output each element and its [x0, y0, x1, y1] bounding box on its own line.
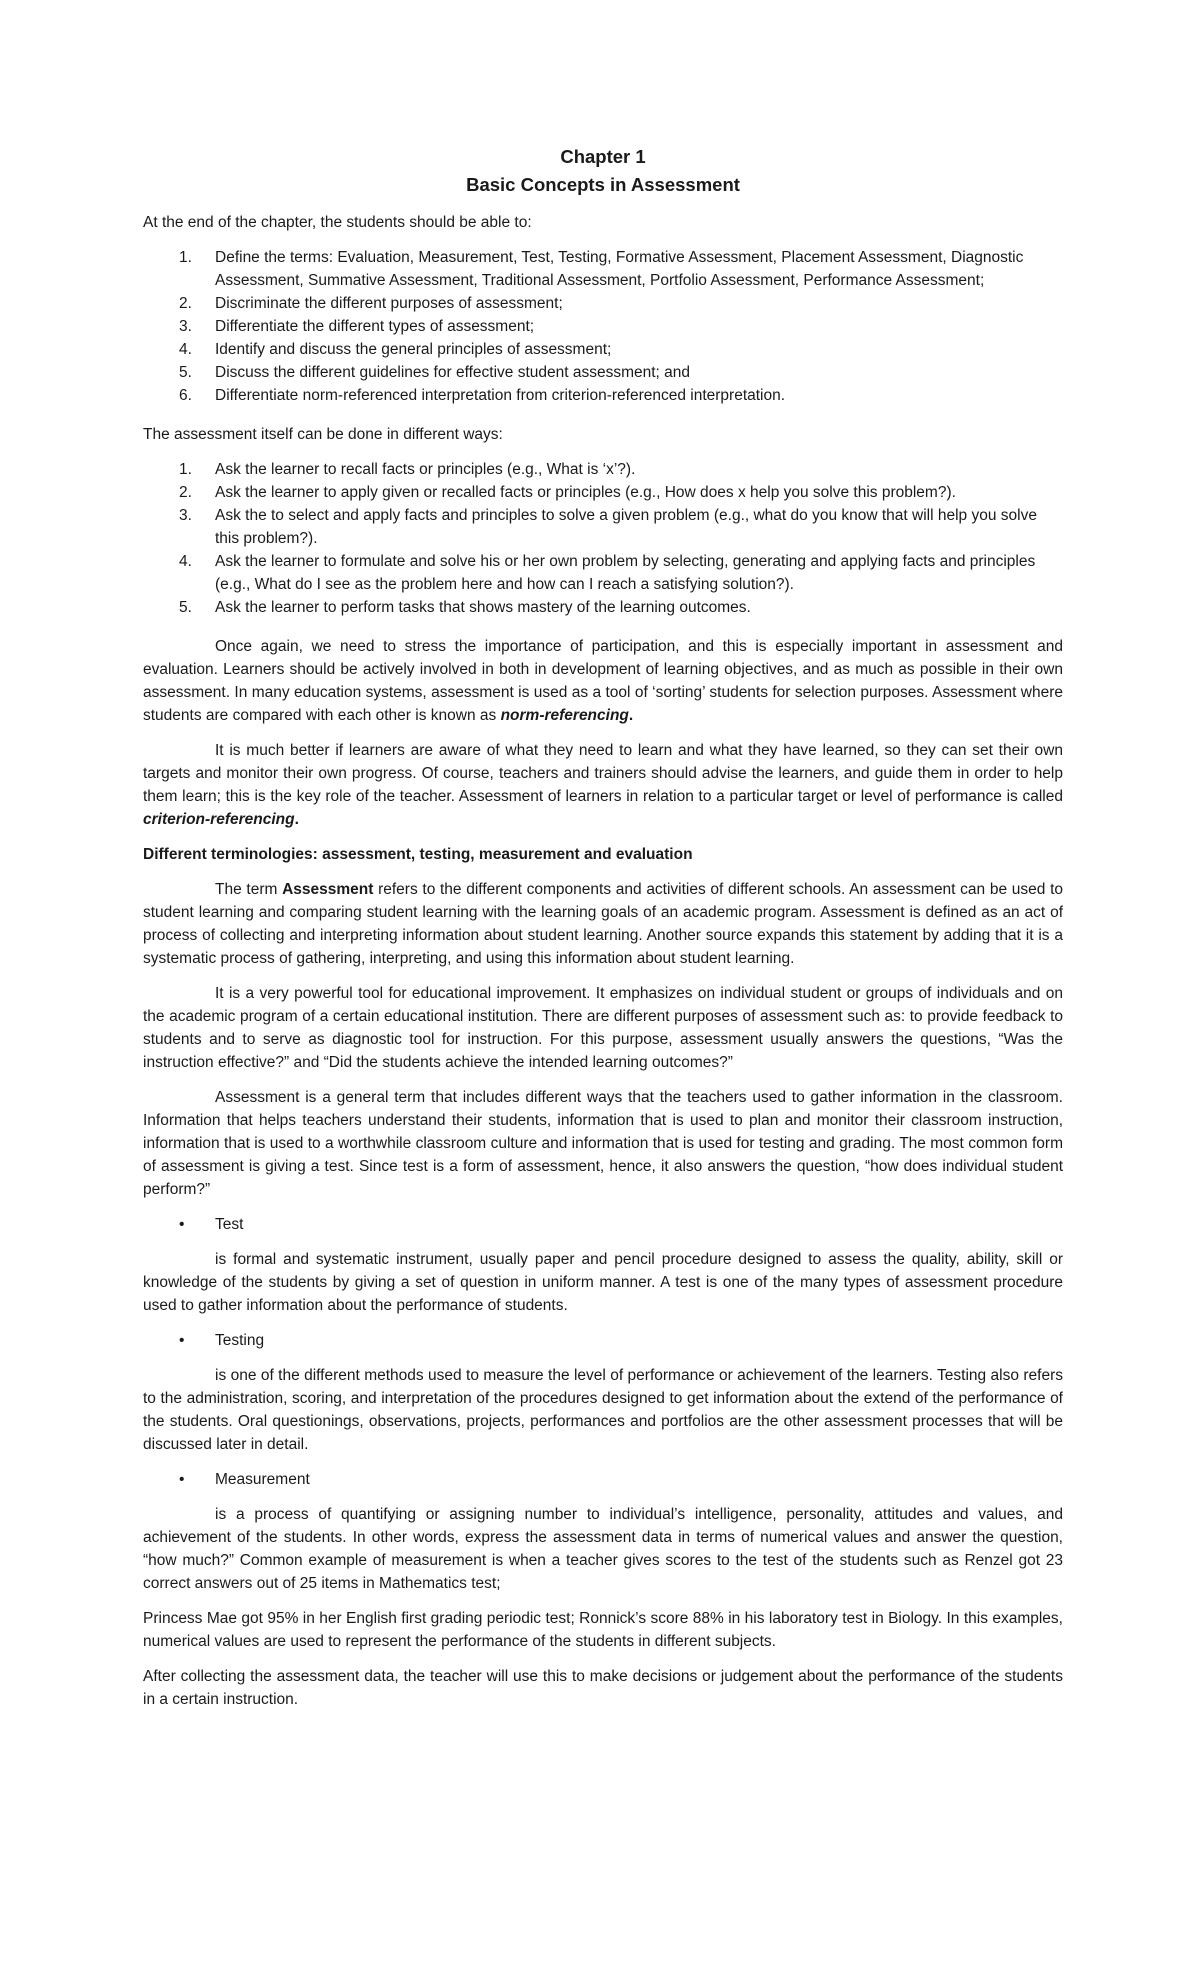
list-item-text: Ask the to select and apply facts and principles to solve a given problem (e.g., what do you know that will help you solve this problem?). — [215, 507, 1037, 547]
list-item — [143, 246, 1063, 292]
list-number: 3. — [179, 318, 192, 335]
list-item — [143, 596, 1063, 619]
paragraph-text: It is much better if learners are aware of what they need to learn and what they have learned, so they can set their own targets and monitor their own progress. Of course, teachers and trainers should advise the learners, and guide them in order to help them learn; this is the key role of the teacher. Assessment of learners in relation to a particular target or level of performance is called — [143, 742, 1063, 805]
list-item-text: Ask the learner to apply given or recalled facts or principles (e.g., How does x help you solve this problem?). — [215, 484, 956, 501]
assessment-paragraph — [143, 878, 1063, 970]
closing-paragraph: After collecting the assessment data, the teacher will use this to make decisions or judgement about the performance of the students in a certain instruction. — [143, 1668, 1063, 1708]
list-item — [143, 384, 1063, 407]
list-item — [143, 338, 1063, 361]
list-item-text: Ask the learner to recall facts or principles (e.g., What is ‘x’?). — [215, 461, 636, 478]
list-item-text: Define the terms: Evaluation, Measurement, Test, Testing, Formative Assessment, Placement Assessment, Diagnostic Assessment, Summative Assessment, Traditional Assessment, Portfolio Assessment, Performance Assessment; — [215, 249, 1024, 289]
objectives-list — [143, 246, 1063, 407]
list-number: 4. — [179, 341, 192, 358]
list-item-text: Identify and discuss the general principles of assessment; — [215, 341, 612, 358]
term-label: Testing — [215, 1332, 265, 1349]
list-item — [143, 458, 1063, 481]
bullet-icon: • — [179, 1471, 185, 1488]
chapter-number: Chapter 1 — [560, 146, 646, 167]
term-label: Test — [215, 1216, 244, 1233]
list-number: 5. — [179, 599, 192, 616]
list-number: 6. — [179, 387, 192, 404]
list-number: 3. — [179, 507, 192, 524]
test-definition: is formal and systematic instrument, usually paper and pencil procedure designed to assess the quality, ability, skill or knowledge of the students by giving a set of question in uniform manner. A test is one of the many types of assessment procedure used to gather information about the performance of students. — [143, 1251, 1063, 1314]
ways-intro: The assessment itself can be done in different ways: — [143, 426, 503, 443]
chapter-title: Basic Concepts in Assessment — [466, 174, 740, 195]
examples-paragraph: Princess Mae got 95% in her English first grading periodic test; Ronnick’s score 88% in his laboratory test in Biology. In this examples, numerical values are used to represent the performance of the students in different subjects. — [143, 1610, 1063, 1650]
list-item-text: Differentiate norm-referenced interpretation from criterion-referenced interpretation. — [215, 387, 786, 404]
ways-list — [143, 458, 1063, 619]
list-item-text: Differentiate the different types of assessment; — [215, 318, 535, 335]
testing-definition: is one of the different methods used to measure the level of performance or achievement of the learners. Testing also refers to the administration, scoring, and interpretation of the procedures designed to get information about the extend of the performance of the students. Oral questionings, observations, projects, performances and portfolios are the other assessment processes that will be discussed later in detail. — [143, 1367, 1063, 1453]
bullet-icon: • — [179, 1332, 185, 1349]
document-page — [143, 143, 1063, 1723]
list-number: 1. — [179, 249, 192, 266]
chapter-title-block — [143, 143, 1063, 199]
criterion-referencing-term: criterion-referencing — [143, 811, 295, 828]
general-term-paragraph: Assessment is a general term that includes different ways that the teachers used to gather information in the classroom. Information that helps teachers understand their students, information that is used to plan and monitor their classroom instruction, information that is used to a worthwhile classroom culture and information that is used for testing and grading. The most common form of assessment is giving a test. Since test is a form of assessment, hence, it also answers the question, “how does individual student perform?” — [143, 1089, 1063, 1198]
terminologies-heading: Different terminologies: assessment, testing, measurement and evaluation — [143, 846, 693, 863]
list-item-text: Discriminate the different purposes of assessment; — [215, 295, 563, 312]
list-number: 4. — [179, 553, 192, 570]
objectives-intro: At the end of the chapter, the students should be able to: — [143, 214, 532, 231]
assessment-term: Assessment — [282, 881, 374, 898]
term-testing — [143, 1329, 1063, 1352]
measurement-definition: is a process of quantifying or assigning number to individual’s intelligence, personality, attitudes and values, and achievement of the students. In other words, express the assessment data in terms of numerical values and answer the question, “how much?” Common example of measurement is when a teacher gives scores to the test of the students such as Renzel got 23 correct answers out of 25 items in Mathematics test; — [143, 1506, 1063, 1592]
list-item — [143, 292, 1063, 315]
bullet-icon: • — [179, 1216, 185, 1233]
term-test — [143, 1213, 1063, 1236]
list-number: 2. — [179, 295, 192, 312]
paragraph-text: Once again, we need to stress the importance of participation, and this is especially important in assessment and evaluation. Learners should be actively involved in both in development of learning objectives, and as much as possible in their own assessment. In many education systems, assessment is used as a tool of ‘sorting’ students for selection purposes. Assessment where students are compared with each other is known as — [143, 638, 1063, 724]
list-number: 1. — [179, 461, 192, 478]
improvement-paragraph: It is a very powerful tool for educational improvement. It emphasizes on individual student or groups of individuals and on the academic program of a certain educational institution. There are different purposes of assessment such as: to provide feedback to students and to serve as diagnostic tool for instruction. For this purpose, assessment usually answers the questions, “Was the instruction effective?” and “Did the students achieve the intended learning outcomes?” — [143, 985, 1063, 1071]
list-item — [143, 550, 1063, 596]
paragraph-end: . — [294, 811, 299, 828]
term-measurement — [143, 1468, 1063, 1491]
list-item-text: Ask the learner to formulate and solve his or her own problem by selecting, generating and applying facts and principles (e.g., What do I see as the problem here and how can I reach a satisfying solution?). — [215, 553, 1036, 593]
paragraph-text: refers to the different components and activities of different schools. An assessment can be used to student learning and comparing student learning with the learning goals of an academic program. Assessment is defined as an act of process of collecting and interpreting information about student learning. Another source expands this statement by adding that it is a systematic process of gathering, interpreting, and using this information about student learning. — [143, 881, 1063, 967]
list-item — [143, 361, 1063, 384]
paragraph-end: . — [628, 707, 634, 724]
list-item-text: Ask the learner to perform tasks that shows mastery of the learning outcomes. — [215, 599, 751, 616]
term-label: Measurement — [215, 1471, 310, 1488]
criterion-paragraph — [143, 739, 1063, 831]
paragraph-text: The term — [215, 881, 283, 898]
list-item-text: Discuss the different guidelines for effective student assessment; and — [215, 364, 691, 381]
list-number: 5. — [179, 364, 192, 381]
list-number: 2. — [179, 484, 192, 501]
list-item — [143, 481, 1063, 504]
norm-referencing-term: norm-referencing — [500, 707, 629, 724]
list-item — [143, 504, 1063, 550]
participation-paragraph — [143, 635, 1063, 727]
list-item — [143, 315, 1063, 338]
